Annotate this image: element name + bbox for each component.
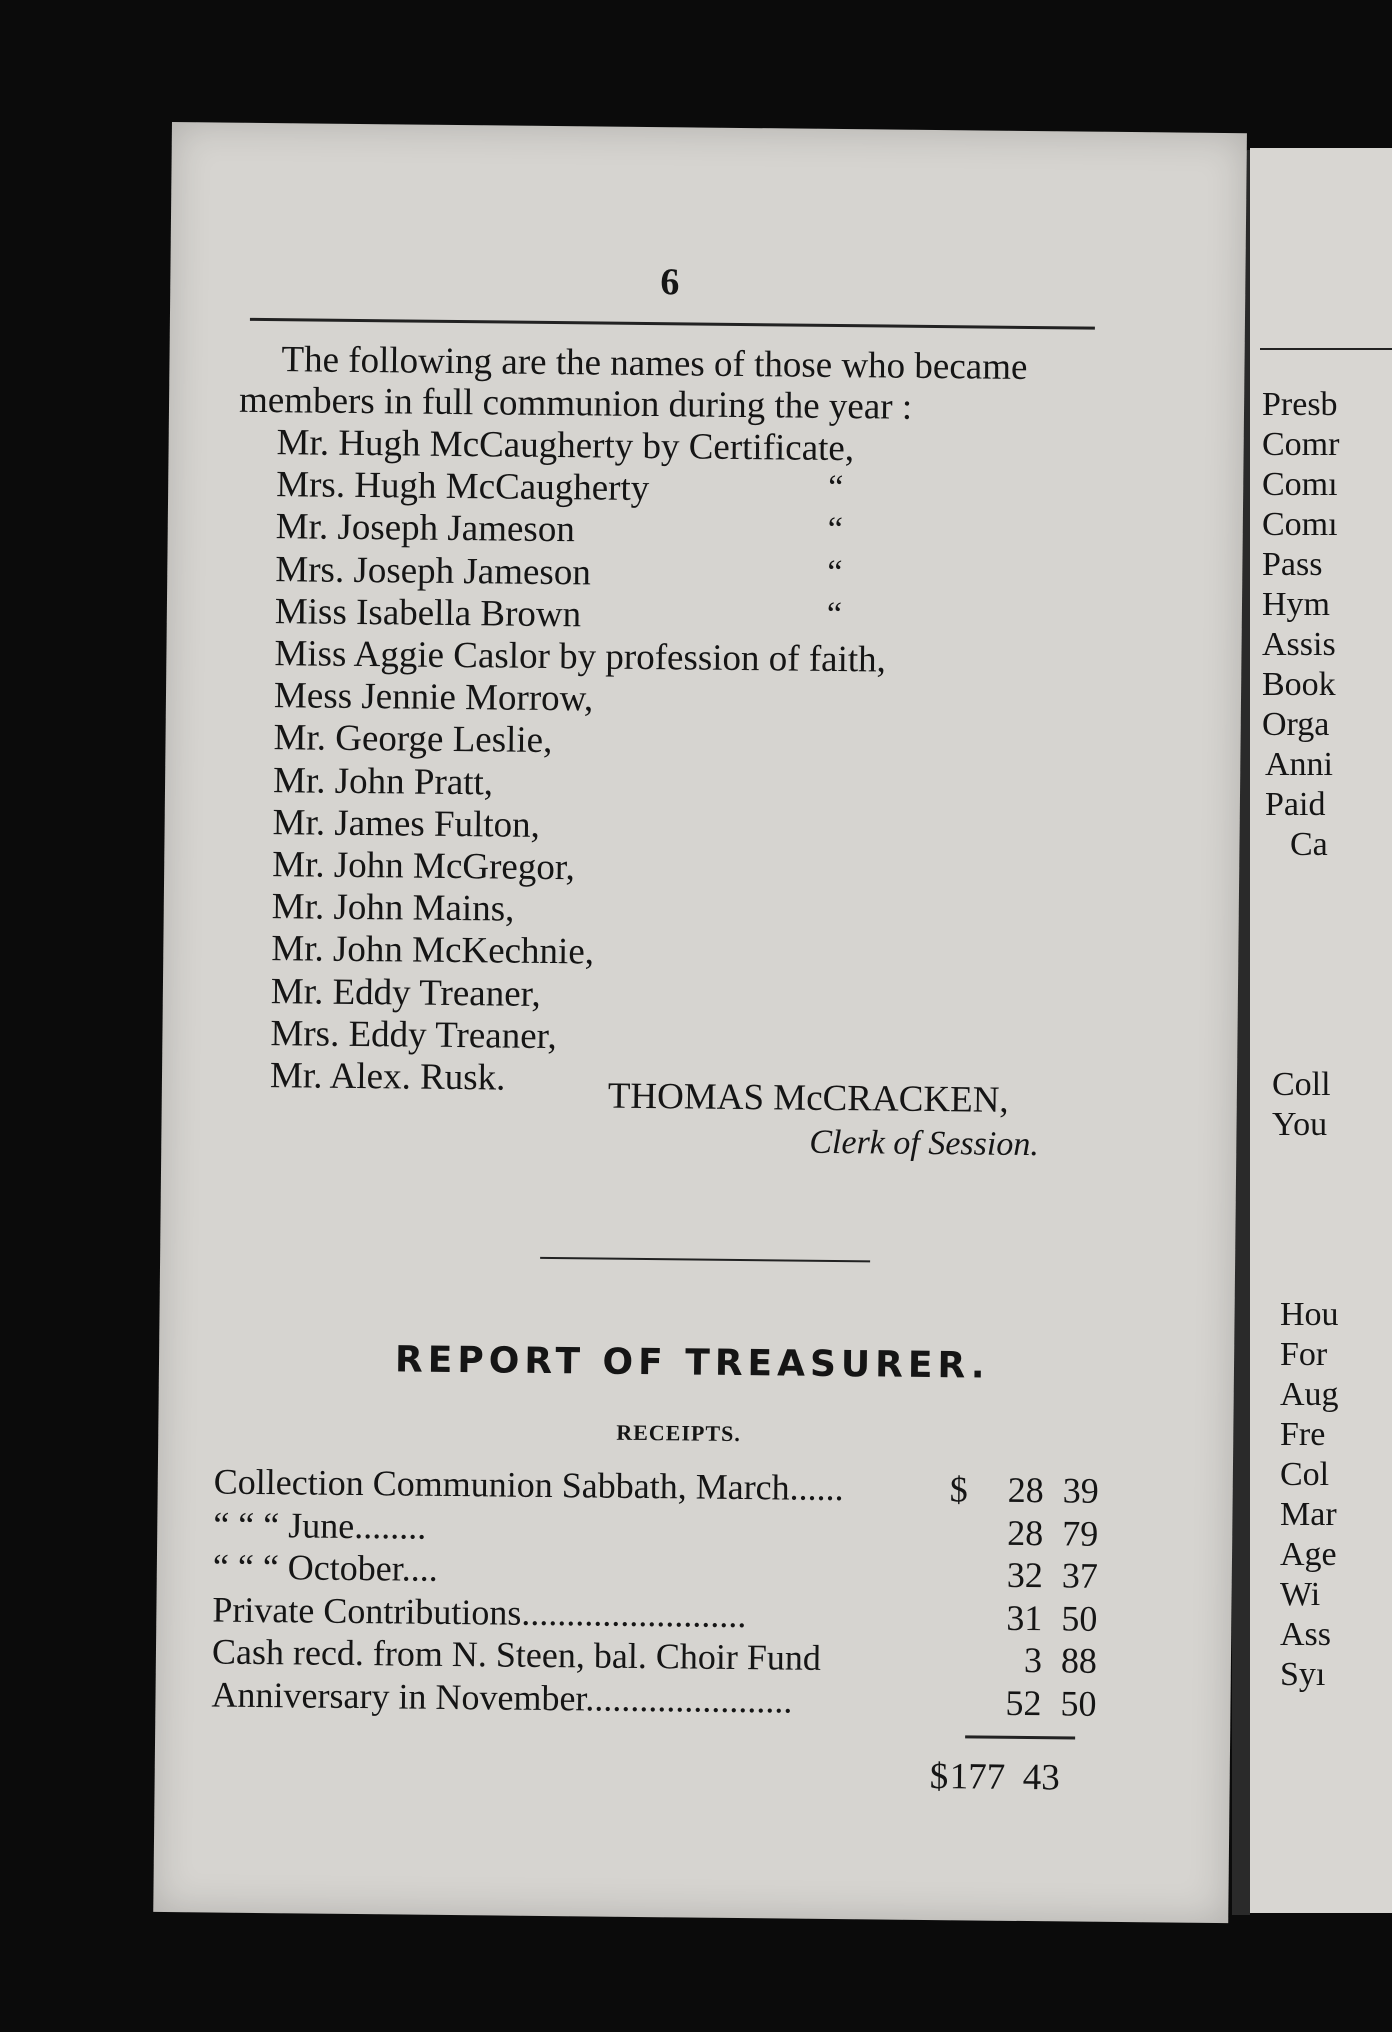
ditto-mark: “	[828, 469, 844, 507]
adjacent-page-fragment: Coll	[1272, 1066, 1331, 1103]
member-name: Mess Jennie Morrow,	[273, 675, 594, 720]
member-row	[274, 632, 886, 681]
member-name: Mr. James Fulton,	[272, 801, 541, 846]
ditto-mark: “	[827, 511, 844, 549]
member-name: Mr. Eddy Treaner,	[270, 970, 541, 1015]
member-row	[272, 885, 515, 931]
report-title: REPORT OF TREASURER.	[394, 1339, 990, 1387]
adjacent-page-fragment: You	[1272, 1106, 1328, 1143]
adjacent-page-fragment: Col	[1280, 1456, 1330, 1493]
receipts-heading: RECEIPTS.	[616, 1419, 741, 1447]
member-row	[272, 801, 540, 847]
adjacent-page-fragment: Paid	[1265, 786, 1326, 823]
adjacent-page-fragment: Book	[1262, 666, 1336, 703]
member-name: Mr. John McGregor,	[272, 844, 576, 889]
member-row	[271, 970, 541, 1016]
adjacent-page-fragment: Comr	[1262, 426, 1340, 463]
receipt-amount: 32	[1006, 1554, 1044, 1596]
total-cents: 43	[1022, 1757, 1060, 1799]
member-row	[275, 506, 844, 552]
receipt-label: “ “ “ October....	[212, 1546, 438, 1589]
receipt-label: Private Contributions.........................	[212, 1589, 747, 1635]
receipt-cents: 50	[1061, 1597, 1098, 1639]
member-name: Mr. George Leslie,	[273, 717, 553, 762]
member-name: Mrs. Hugh McCaugherty	[275, 464, 650, 510]
member-row	[274, 674, 594, 720]
receipt-amount: 3	[1023, 1640, 1043, 1681]
adjacent-page-rule	[1260, 348, 1392, 350]
member-row	[273, 759, 493, 804]
adjacent-page-fragment: Age	[1280, 1536, 1337, 1573]
member-name: Mr. John Mains,	[271, 886, 515, 930]
adjacent-page-fragment: Pass	[1262, 546, 1323, 583]
member-name: Miss Isabella Brown	[274, 590, 582, 636]
total-dollar-sign: $	[929, 1756, 949, 1798]
receipt-amount: 28	[1007, 1512, 1044, 1553]
adjacent-page-fragment: Comı	[1262, 466, 1338, 503]
member-row	[276, 421, 854, 470]
receipt-dollar-sign: $	[949, 1469, 968, 1510]
member-name: Mr. Hugh McCaugherty by Certificate,	[276, 422, 855, 470]
member-row	[272, 843, 575, 889]
adjacent-page-fragment: Hym	[1262, 586, 1330, 623]
intro-line-1: The following are the names of those who became	[281, 339, 1028, 388]
ditto-mark: “	[826, 595, 843, 633]
receipt-label: Cash recd. from N. Steen, bal. Choir Fund	[211, 1631, 822, 1678]
receipt-amount: 52	[1005, 1682, 1042, 1723]
member-name: Miss Aggie Caslor by profession of faith,	[274, 633, 887, 681]
member-name: Mr. Alex. Rusk.	[269, 1055, 506, 1099]
header-rule	[250, 318, 1095, 330]
adjacent-page-fragment: Orga	[1262, 706, 1330, 743]
receipt-cents: 88	[1060, 1640, 1098, 1681]
intro-line-2: members in full communion during the year :	[238, 379, 913, 428]
member-row	[275, 463, 844, 510]
adjacent-page-fragment: Mar	[1280, 1496, 1337, 1533]
page-number: 6	[660, 261, 680, 304]
adjacent-page-fragment: Presb	[1262, 386, 1338, 423]
adjacent-page-fragment: Ass	[1280, 1616, 1332, 1653]
adjacent-page-fragment: Hou	[1280, 1296, 1339, 1333]
document-page	[153, 122, 1247, 1923]
adjacent-page-fragment: For	[1280, 1336, 1328, 1373]
receipt-cents: 37	[1061, 1555, 1099, 1596]
signer-name: THOMAS McCRACKEN,	[607, 1075, 1009, 1121]
section-divider	[540, 1257, 870, 1262]
receipt-cents: 39	[1062, 1470, 1099, 1511]
adjacent-page	[1250, 148, 1392, 1913]
receipt-label: “ “ “ June........	[213, 1504, 427, 1547]
receipt-row	[211, 1673, 1097, 1724]
receipts-total	[929, 1755, 1080, 1799]
member-row	[274, 590, 843, 636]
ditto-mark: “	[827, 553, 843, 591]
adjacent-page-fragment: Assis	[1262, 626, 1336, 663]
receipt-amount: 28	[1007, 1469, 1044, 1511]
adjacent-page-fragment: Wi	[1280, 1576, 1321, 1613]
receipt-amount: 31	[1006, 1597, 1043, 1638]
receipt-cents: 50	[1060, 1682, 1097, 1724]
adjacent-page-fragment: Fre	[1280, 1416, 1326, 1453]
member-name: Mr. John McKechnie,	[271, 928, 595, 973]
adjacent-page-fragment: Syı	[1280, 1656, 1326, 1693]
member-row	[271, 927, 594, 973]
receipt-label: Anniversary in November.......................	[211, 1674, 793, 1721]
total-amount: 177	[949, 1756, 1006, 1798]
receipt-label: Collection Communion Sabbath, March......	[213, 1461, 844, 1509]
adjacent-page-fragment: Anni	[1265, 746, 1333, 783]
total-rule	[965, 1735, 1075, 1739]
adjacent-page-fragment: Aug	[1280, 1376, 1339, 1413]
adjacent-page-fragment: Comı	[1262, 506, 1338, 543]
member-row	[270, 1012, 557, 1058]
member-name: Mr. Joseph Jameson	[275, 506, 576, 551]
member-name: Mrs. Eddy Treaner,	[270, 1012, 557, 1057]
signer-title: Clerk of Session.	[809, 1123, 1040, 1164]
adjacent-page-fragment: Ca	[1290, 826, 1328, 863]
member-row	[273, 716, 552, 762]
member-row	[275, 548, 843, 594]
receipt-cents: 79	[1062, 1512, 1099, 1554]
member-row	[270, 1054, 506, 1099]
member-name: Mrs. Joseph Jameson	[275, 548, 592, 594]
member-name: Mr. John Pratt,	[272, 759, 494, 803]
